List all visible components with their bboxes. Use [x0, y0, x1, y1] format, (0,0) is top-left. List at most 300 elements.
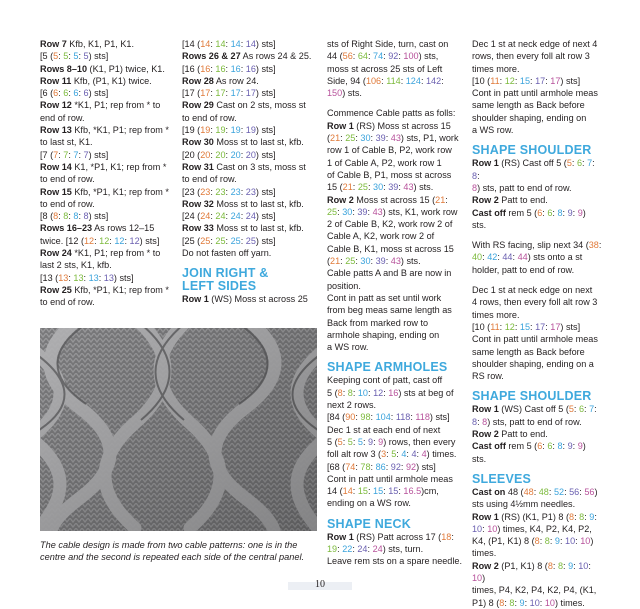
instruction-text: next 2 rows.	[327, 400, 377, 411]
instruction-text: :	[355, 133, 361, 144]
size-value: 104	[375, 412, 391, 423]
instruction-line	[327, 317, 469, 329]
caption-line-2: centre and the second is repeated each side of the central panel.	[40, 552, 305, 562]
instruction-line	[327, 411, 469, 423]
instruction-line	[40, 136, 175, 148]
instruction-text: :	[499, 321, 505, 332]
size-value: 17	[535, 321, 546, 332]
instruction-line	[40, 87, 175, 99]
instruction-text: :	[552, 441, 558, 452]
row-label: Rows 26 & 27	[182, 51, 241, 62]
size-value: 9	[568, 560, 574, 571]
instruction-line	[40, 173, 175, 185]
instruction-line	[472, 157, 602, 182]
size-value: 19	[245, 125, 256, 136]
instruction-text: :	[83, 272, 89, 283]
instruction-text: :	[410, 412, 416, 423]
instruction-text: [13 (	[40, 272, 59, 283]
size-value: 8	[472, 416, 478, 427]
instruction-text: :	[451, 531, 454, 542]
size-value: 25	[200, 235, 211, 246]
size-value: 23	[215, 186, 226, 197]
instruction-text: Moss st across 15 (	[353, 194, 436, 205]
instruction-text: :	[571, 158, 577, 169]
instruction-text: sts of Right Side, turn, cast on	[327, 39, 449, 49]
instruction-text: (WS) Moss st across 25	[208, 294, 308, 305]
size-value: 48	[538, 486, 549, 497]
instruction-line	[182, 99, 322, 111]
instruction-text: ) sts]	[88, 149, 109, 160]
instruction-text: :	[355, 412, 361, 423]
instruction-text: :	[355, 461, 361, 472]
instruction-line	[472, 194, 602, 206]
instruction-text: :	[499, 75, 505, 86]
instruction-line	[182, 124, 322, 136]
size-value: 64	[357, 51, 368, 62]
instruction-line	[327, 230, 469, 242]
size-value: 10	[472, 523, 483, 534]
instruction-text: :	[441, 75, 444, 86]
section-heading: LEFT SIDES	[182, 279, 257, 294]
size-value: 8	[63, 211, 69, 222]
instruction-text: [84 (	[327, 412, 346, 423]
instruction-text: :	[337, 543, 343, 554]
size-value: 118	[395, 412, 411, 423]
instruction-text: :	[383, 486, 389, 497]
size-value: 16	[200, 63, 211, 74]
size-value: 4	[401, 449, 407, 460]
size-value: 23	[200, 186, 211, 197]
size-value: 9	[567, 207, 573, 218]
size-value: 14	[200, 39, 211, 49]
size-value: 14	[230, 39, 241, 49]
size-value: 20	[245, 149, 256, 160]
instruction-line	[472, 124, 602, 136]
instruction-text: :	[240, 125, 246, 136]
instruction-text: :	[367, 206, 373, 217]
instruction-text: ) sts]	[113, 272, 134, 283]
instruction-text: ) sts onto a st	[527, 252, 583, 263]
instruction-text: Dec 1 st at neck edge of next 4	[472, 39, 598, 49]
instruction-text: *K1, P1; rep from * to	[71, 100, 161, 111]
instruction-line	[327, 194, 469, 206]
instruction-line	[182, 198, 322, 210]
instruction-text: :	[579, 486, 585, 497]
size-value: 23	[230, 186, 241, 197]
section-heading: SHAPE SHOULDER	[472, 143, 592, 158]
instruction-text: :	[58, 211, 64, 222]
instruction-text: (P1, K1) 8 (	[498, 560, 548, 571]
size-value: 5	[568, 404, 574, 415]
instruction-text: rows, then every foll alt row 3	[472, 51, 590, 62]
instruction-text: ) sts, patt to end of row.	[477, 182, 572, 193]
instruction-text: [25 (	[182, 235, 201, 246]
instruction-text: *K1, P1; rep from * to	[71, 248, 161, 259]
instruction-text: :	[78, 51, 84, 62]
instruction-text: :	[398, 486, 404, 497]
column-2	[182, 38, 322, 306]
size-value: 43	[403, 182, 414, 193]
row-label: Row 12	[40, 100, 72, 111]
size-value: 124	[405, 75, 421, 86]
size-value: 43	[390, 133, 401, 144]
instruction-text: ) sts, K1, work row	[382, 206, 458, 217]
instruction-line	[182, 87, 322, 99]
instruction-text: :	[497, 252, 503, 263]
photo-caption	[40, 539, 322, 563]
instruction-text: :	[109, 235, 115, 246]
instruction-text: :	[562, 207, 568, 218]
instruction-text: :	[210, 149, 216, 160]
instruction-text: Patt to end.	[498, 195, 548, 206]
size-value: 6	[83, 88, 89, 99]
row-label: Row 14	[40, 161, 72, 172]
instruction-text: rem 5 (	[505, 441, 538, 452]
size-value: 92	[390, 461, 401, 472]
size-value: 56	[569, 486, 580, 497]
size-value: 10	[578, 560, 589, 571]
instruction-text: :	[383, 51, 389, 62]
size-value: 90	[345, 412, 356, 423]
size-value: 16	[230, 63, 241, 74]
row-label: Row 2	[327, 194, 354, 205]
instruction-text: ) sts.	[472, 441, 586, 464]
instruction-text: moss st across 25 sts of Left	[327, 63, 443, 74]
instruction-line	[327, 374, 469, 386]
section-heading: SHAPE ARMHOLES	[327, 360, 448, 375]
size-value: 6	[547, 441, 553, 452]
row-label: Row 11	[40, 75, 72, 86]
size-value: 9	[589, 511, 595, 522]
instruction-text: [23 (	[182, 186, 201, 197]
instruction-text: :	[210, 125, 216, 136]
size-value: 24	[372, 543, 383, 554]
instruction-text: 44 (	[327, 51, 343, 62]
instruction-text: :	[210, 63, 216, 74]
instruction-text: to end of row.	[182, 174, 237, 185]
size-value: 6	[53, 88, 59, 99]
instruction-text: ) times, K4, P2, K4, P2,	[497, 523, 592, 534]
column-3	[327, 38, 469, 568]
size-value: 17	[550, 321, 561, 332]
instruction-text: same length as Back before	[472, 346, 585, 357]
size-value: 15	[357, 486, 368, 497]
instruction-text: P1) 8 (	[472, 597, 500, 608]
instruction-text: :	[210, 186, 216, 197]
instruction-text: a WS row.	[327, 342, 369, 353]
section-heading: JOIN RIGHT &	[182, 266, 269, 281]
instruction-text: ) sts]	[255, 125, 276, 136]
instruction-text: 14 (	[327, 486, 343, 497]
instruction-line	[40, 161, 175, 173]
size-value: 21	[342, 182, 353, 193]
instruction-text: foll alt row 3 (	[327, 449, 382, 460]
instruction-text: ) sts, P1, work	[400, 133, 459, 144]
cable-knit-photo	[40, 328, 317, 531]
instruction-line	[472, 182, 602, 194]
instruction-line	[472, 547, 602, 559]
instruction-line	[182, 293, 322, 305]
instruction-text: :	[386, 449, 392, 460]
row-label: Row 1	[472, 404, 499, 415]
instruction-text: :	[383, 182, 389, 193]
size-value: 17	[550, 75, 561, 86]
size-value: 8	[557, 560, 563, 571]
instruction-text: Kfb, (P1, K1) twice.	[71, 75, 152, 86]
size-value: 106	[365, 75, 382, 86]
size-value: 44	[502, 252, 513, 263]
size-value: 9	[378, 436, 384, 447]
instruction-text: :	[352, 206, 358, 217]
instruction-text: last 2 sts, K1, kfb.	[40, 260, 112, 271]
size-value: 8	[347, 387, 353, 398]
size-value: 25	[357, 182, 368, 193]
size-value: 142	[426, 75, 442, 86]
instruction-line	[472, 264, 602, 276]
size-value: 39	[375, 133, 386, 144]
instruction-text: :	[542, 441, 548, 452]
size-value: 24	[200, 211, 211, 222]
instruction-line	[327, 387, 469, 399]
size-value: 52	[553, 486, 565, 497]
instruction-line	[327, 543, 469, 555]
instruction-text: Patt to end.	[498, 429, 548, 440]
instruction-line	[182, 136, 322, 148]
instruction-text: row 1 of Cable B, P2, work row	[327, 145, 452, 156]
instruction-text: Cont in patt until armhole meas	[472, 334, 598, 345]
instruction-text: :	[482, 252, 488, 263]
instruction-text: [10 (	[472, 321, 491, 332]
size-value: 78	[360, 461, 371, 472]
instruction-text: end of row.	[40, 112, 85, 123]
instruction-text: K1, *P1, K1; rep from *	[71, 161, 167, 172]
instruction-text: :	[225, 149, 231, 160]
size-value: 10	[472, 572, 483, 583]
size-value: 20	[200, 149, 211, 160]
size-value: 8	[547, 560, 553, 571]
instruction-text: :	[385, 461, 391, 472]
instruction-text: :	[240, 235, 246, 246]
instruction-text: times, P4, K2, P4, K2, P4, (K1,	[472, 585, 597, 596]
instruction-text: Cable A, K2, work row 2 of	[327, 231, 435, 242]
instruction-line	[182, 222, 322, 234]
size-value: 6	[578, 404, 585, 415]
column-1	[40, 38, 175, 309]
instruction-text: [20 (	[182, 149, 201, 160]
row-label: Row 28	[182, 75, 214, 86]
row-label: Row 32	[182, 198, 214, 209]
row-label: Cast on	[472, 486, 506, 497]
instruction-line	[182, 247, 322, 259]
size-value: 11	[490, 75, 500, 86]
instruction-text: to end of row.	[182, 112, 237, 123]
instruction-text: :	[373, 436, 379, 447]
instruction-line	[327, 304, 469, 316]
instruction-text: ending on a WS row.	[327, 498, 411, 509]
instruction-text: :	[504, 597, 510, 608]
instruction-text: ) sts.	[472, 207, 586, 230]
instruction-text: [16 (	[182, 63, 201, 74]
size-value: 5	[357, 436, 363, 447]
size-value: 7	[53, 149, 59, 160]
size-value: 7	[83, 149, 89, 160]
instruction-text: :	[68, 272, 74, 283]
size-value: 5	[391, 449, 397, 460]
size-value: 150	[327, 88, 343, 99]
instruction-line	[40, 235, 175, 247]
instruction-text: )	[590, 536, 594, 547]
instruction-text: Moss st to last st, kfb.	[213, 198, 304, 209]
instruction-text: [5 (	[40, 51, 54, 62]
instruction-text: :	[545, 321, 551, 332]
instruction-text: to end of row.	[40, 297, 95, 308]
instruction-text: :	[352, 486, 358, 497]
instruction-line	[327, 292, 469, 304]
instruction-text: :	[240, 63, 246, 74]
instruction-text: ) sts]	[255, 88, 276, 99]
size-value: 25	[345, 256, 356, 267]
size-value: 15	[373, 486, 384, 497]
instruction-text: ) sts]	[255, 39, 276, 49]
instruction-line	[472, 38, 602, 50]
row-label: Rows 16–23	[40, 223, 93, 234]
row-label: Row 33	[182, 223, 214, 234]
size-value: 12	[83, 235, 95, 246]
size-value: 9	[567, 441, 573, 452]
instruction-line	[327, 206, 469, 218]
size-value: 10	[544, 597, 555, 608]
instruction-text: :	[588, 560, 591, 571]
instruction-line	[327, 38, 469, 50]
size-value: 10	[357, 387, 368, 398]
instruction-line	[472, 486, 602, 498]
size-value: 9	[368, 436, 374, 447]
row-label: Row 30	[182, 137, 214, 148]
instruction-text: (RS) (K1, P1) 8 (	[498, 511, 570, 522]
size-value: 8	[569, 511, 575, 522]
size-value: 24	[357, 543, 368, 554]
instruction-text: :	[530, 75, 536, 86]
size-value: 23	[245, 186, 256, 197]
instruction-line	[472, 428, 602, 440]
instruction-text: :	[355, 256, 361, 267]
instruction-text: Dec 1 st at each end of next	[327, 424, 441, 435]
instruction-text: ) sts]	[560, 321, 581, 332]
instruction-text: :	[124, 235, 130, 246]
size-value: 19	[200, 125, 211, 136]
size-value: 12	[373, 387, 384, 398]
instruction-text: :	[530, 321, 536, 332]
instruction-text: :	[352, 543, 358, 554]
instruction-text: :	[420, 75, 426, 86]
size-value: 92	[388, 51, 399, 62]
instruction-line	[40, 210, 175, 222]
row-label: Row 1	[182, 294, 209, 305]
row-label: Row 2	[472, 560, 499, 571]
instruction-text: :	[68, 88, 74, 99]
instruction-line	[40, 99, 175, 111]
size-value: 8	[557, 441, 563, 452]
instruction-text: :	[385, 133, 391, 144]
instruction-line	[182, 75, 322, 87]
row-label: Row 2	[472, 195, 499, 206]
size-value: 100	[403, 51, 419, 62]
instruction-text: :	[542, 207, 548, 218]
size-value: 9	[554, 536, 560, 547]
instruction-text: to end of row.	[40, 198, 95, 209]
instruction-text: :	[548, 486, 554, 497]
instruction-line	[472, 511, 602, 523]
instruction-text: [7 (	[40, 149, 54, 160]
instruction-text: :	[598, 240, 602, 251]
size-value: 25	[327, 206, 338, 217]
instruction-text: :	[58, 149, 64, 160]
instruction-text: Moss st to last st, kfb.	[213, 223, 304, 234]
instruction-text: :	[549, 536, 555, 547]
instruction-line	[182, 112, 322, 124]
instruction-line	[182, 161, 322, 173]
size-value: 74	[345, 461, 356, 472]
size-value: 42	[487, 252, 498, 263]
instruction-line	[472, 358, 602, 370]
instruction-text: Kfb, *P1, K1; rep from *	[71, 284, 169, 295]
instruction-line	[182, 186, 322, 198]
instruction-line	[472, 440, 602, 465]
instruction-line	[472, 321, 602, 333]
instruction-text: :	[559, 536, 566, 547]
instruction-text: ) sts]	[416, 461, 436, 472]
instruction-line	[472, 584, 602, 596]
instruction-line	[327, 280, 469, 292]
instruction-text: :	[514, 597, 520, 608]
instruction-text: ) sts]	[560, 75, 581, 86]
instruction-text: :	[575, 536, 581, 547]
instruction-text: :	[477, 416, 483, 427]
size-value: 15	[519, 321, 531, 332]
caption-line-1: The cable design is made from two cable patterns: one is in the	[40, 540, 298, 550]
instruction-text: :	[68, 149, 74, 160]
instruction-text: :	[370, 256, 376, 267]
instruction-text: :	[381, 75, 387, 86]
instruction-text: 4 rows, then every foll alt row 3	[472, 297, 598, 308]
instruction-line	[327, 157, 469, 169]
instruction-text: :	[539, 536, 545, 547]
instruction-line	[472, 251, 602, 263]
instruction-text: :	[594, 511, 597, 522]
instruction-line	[472, 87, 602, 99]
row-label: Row 2	[472, 429, 499, 440]
instruction-text: As row 24.	[213, 75, 259, 86]
size-value: 16	[388, 387, 399, 398]
size-value: 39	[357, 206, 368, 217]
instruction-text: )	[594, 486, 598, 497]
size-value: 56	[584, 486, 595, 497]
instruction-line	[327, 63, 469, 75]
instruction-text: Cast on 3 sts, moss st	[213, 161, 306, 172]
size-value: 12	[114, 235, 125, 246]
instruction-text: :	[370, 412, 376, 423]
row-label: Row 15	[40, 186, 72, 197]
size-value: 8	[472, 170, 478, 181]
instruction-text: [19 (	[182, 125, 201, 136]
size-value: 8	[579, 511, 585, 522]
instruction-line	[472, 63, 602, 75]
size-value: 8	[557, 207, 563, 218]
instruction-text: Leave rem sts on a spare needle.	[327, 556, 462, 567]
instruction-line	[182, 235, 322, 247]
instruction-line	[472, 560, 602, 585]
instruction-text: shoulder shaping, ending on a	[472, 358, 594, 369]
